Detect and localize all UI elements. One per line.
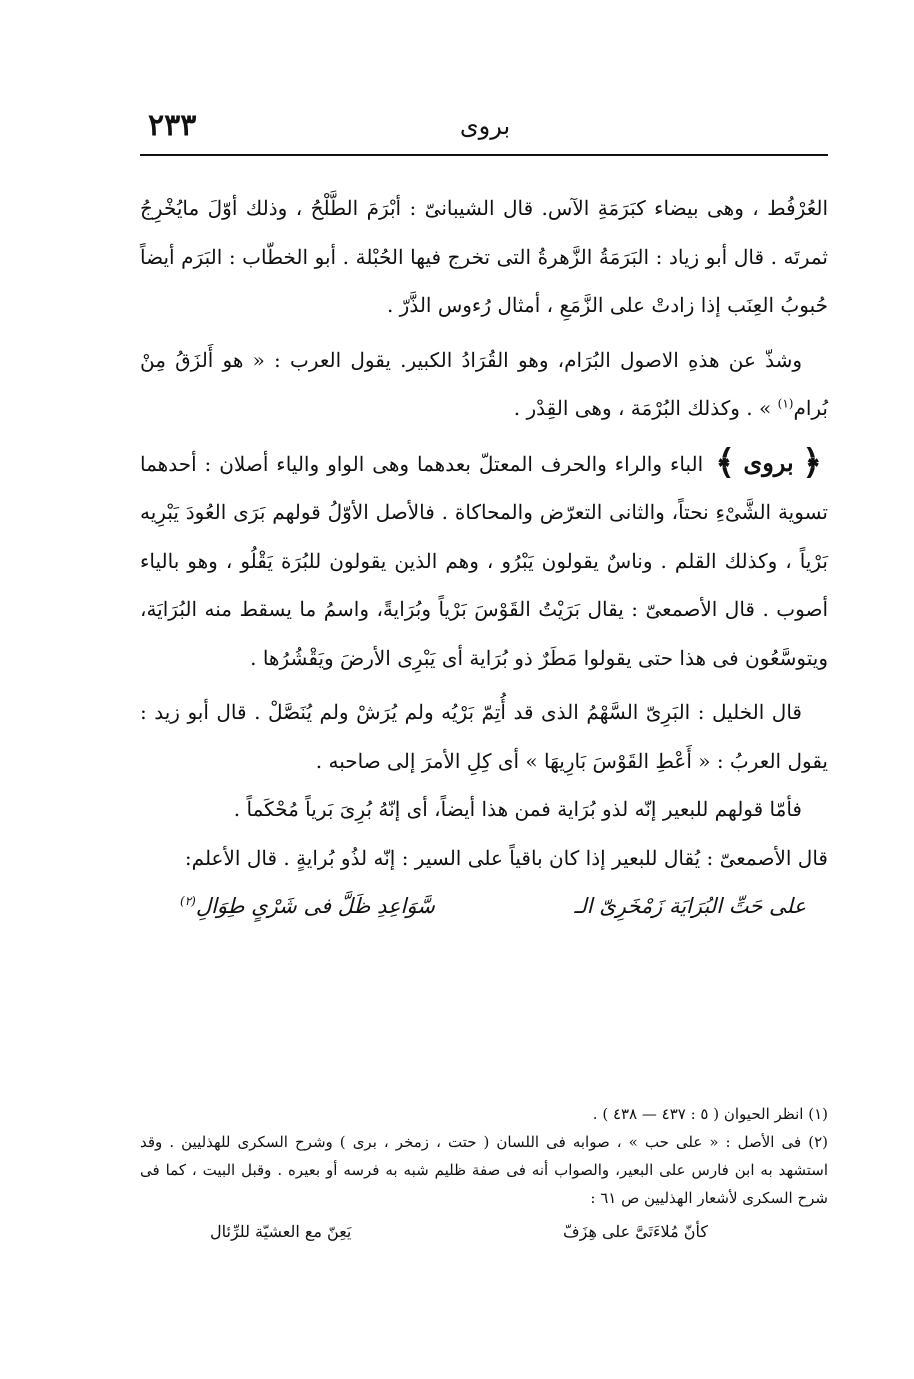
paragraph-2: [140, 336, 828, 433]
footnote-2: (٢) فى الأصل : « على حب » ، صوابه فى اللسان ( حتت ، زمخر ، برى ) وشرح السكرى للهذليين . وقد استشهد به ابن فارس على البعير، والصواب أنه فى صفة ظليم شبه به فرسه أو بعيره . وقبل البيت ، كما فى شرح السكرى لأشعار الهذليين ص ٦١ :: [140, 1133, 828, 1207]
page-number: ٢٣٣: [148, 108, 197, 143]
paragraph-3-text: الباء والراء والحرف المعتلّ بعدهما وهى الواو والياء أصلان : أحدهما تسوية الشَّىْءِ نحتاً، والثانى التعرّض والمحاكاة . فالأصل الأوّلُ قولهم بَرَى العُودَ يَبْرِيه بَرْياً ، وكذلك القلم . وناسٌ يقولون يَبْرُو ، وهم الذين يقولون للبُرَة يَقْلُو ، وهو بالياء أصوب . قال الأصمعىّ : يقال بَرَيْتُ القَوْسَ بَرْياً وبُرَايةً، واسمُ ما يسقط منه البُرَايَة، ويتوسَّعُون فى هذا حتى يقولوا مَطَرٌ ذو بُرَاية أى يَبْرِى الأرضَ ويَقْشُرُها .: [140, 451, 828, 670]
footnote-verse: [140, 1218, 828, 1246]
ornamental-bracket-open: ﴿: [802, 442, 822, 483]
verse-second-hemistich: سَّوَاعِدِ ظَلَّ فى شَرْىٍ طِوَالِ: [195, 894, 435, 918]
paragraph-3: [140, 439, 828, 683]
footnote-ref-1: (١): [777, 396, 794, 411]
page-header: [140, 108, 830, 158]
footnote-verse-first: كأنّ مُلاءَتَىَّ على هِزَفّ: [563, 1222, 708, 1241]
paragraph-2-text-b: » . وكذلك البُرْمَة ، وهى القِدْر .: [513, 396, 778, 420]
ornamental-bracket-close: ﴾: [715, 442, 736, 483]
header-rule: [140, 154, 828, 156]
footnote-1: (١) انظر الحيوان ( ٥ : ٤٣٧ — ٤٣٨ ) .: [592, 1105, 828, 1123]
verse-line: [140, 882, 828, 931]
root-heading-word: بروى: [743, 447, 794, 477]
running-head: بروى: [459, 112, 511, 140]
paragraph-5: فأمّا قولهم للبعير إنّه لذو بُرَاية فمن هذا أيضاً، أى إنّهُ بُرِىَ بَرياً مُحْكَماً .: [233, 797, 802, 821]
root-heading: [709, 439, 828, 488]
verse-first-hemistich: على حَتِّ البُرَايَة زَمْخَرِىّ الـ: [574, 894, 806, 918]
paragraph-6: قال الأصمعىّ : يُقال للبعير إذا كان باقياً على السير : إنّه لذُو بُرايةٍ . قال الأعلم:: [184, 845, 828, 870]
paragraph-1: العُرْفُط ، وهى بيضاء كبَرَمَةِ الآس. قال الشيبانىّ : أبْرَمَ الطَّلْحُ ، وذلك أوّلَ مايُخْرِجُ ثمرتَه . قال أبو زياد : البَرَمَةُ الزَّهرةُ التى تخرج فيها الحُبْلة . أبو الخطّاب : البَرَم أيضاً حُبوبُ العِنَب إذا زادتْ على الزَّمَعِ ، أمثال رُءوس الذَّرّ .: [140, 196, 828, 317]
paragraph-4: قال الخليل : البَرِىّ السَّهْمُ الذى قد أُتِمّ بَرْيُه ولم يُرَشْ ولم يُنَصَّلْ . قال أبو زيد : يقول العربُ : « أَعْطِ القَوْسَ بَارِيهَا » أى كِلِ الأمرَ إلى صاحبه .: [140, 700, 828, 773]
main-text: [140, 184, 828, 931]
footnote-verse-second: يَعِنّ مع العشيّة للرِّئال: [210, 1222, 352, 1241]
verse-second-hemistich-wrap: [180, 882, 435, 931]
footnotes: [140, 1100, 828, 1246]
footnote-ref-2: (٢): [180, 894, 196, 908]
paragraph-2-text-a: وشذّ عن هذهِ الاصول البُرَام، وهو القُرَادُ الكبير. يقول العرب : « هو أَلزَقُ مِنْ بُرام: [140, 347, 828, 420]
